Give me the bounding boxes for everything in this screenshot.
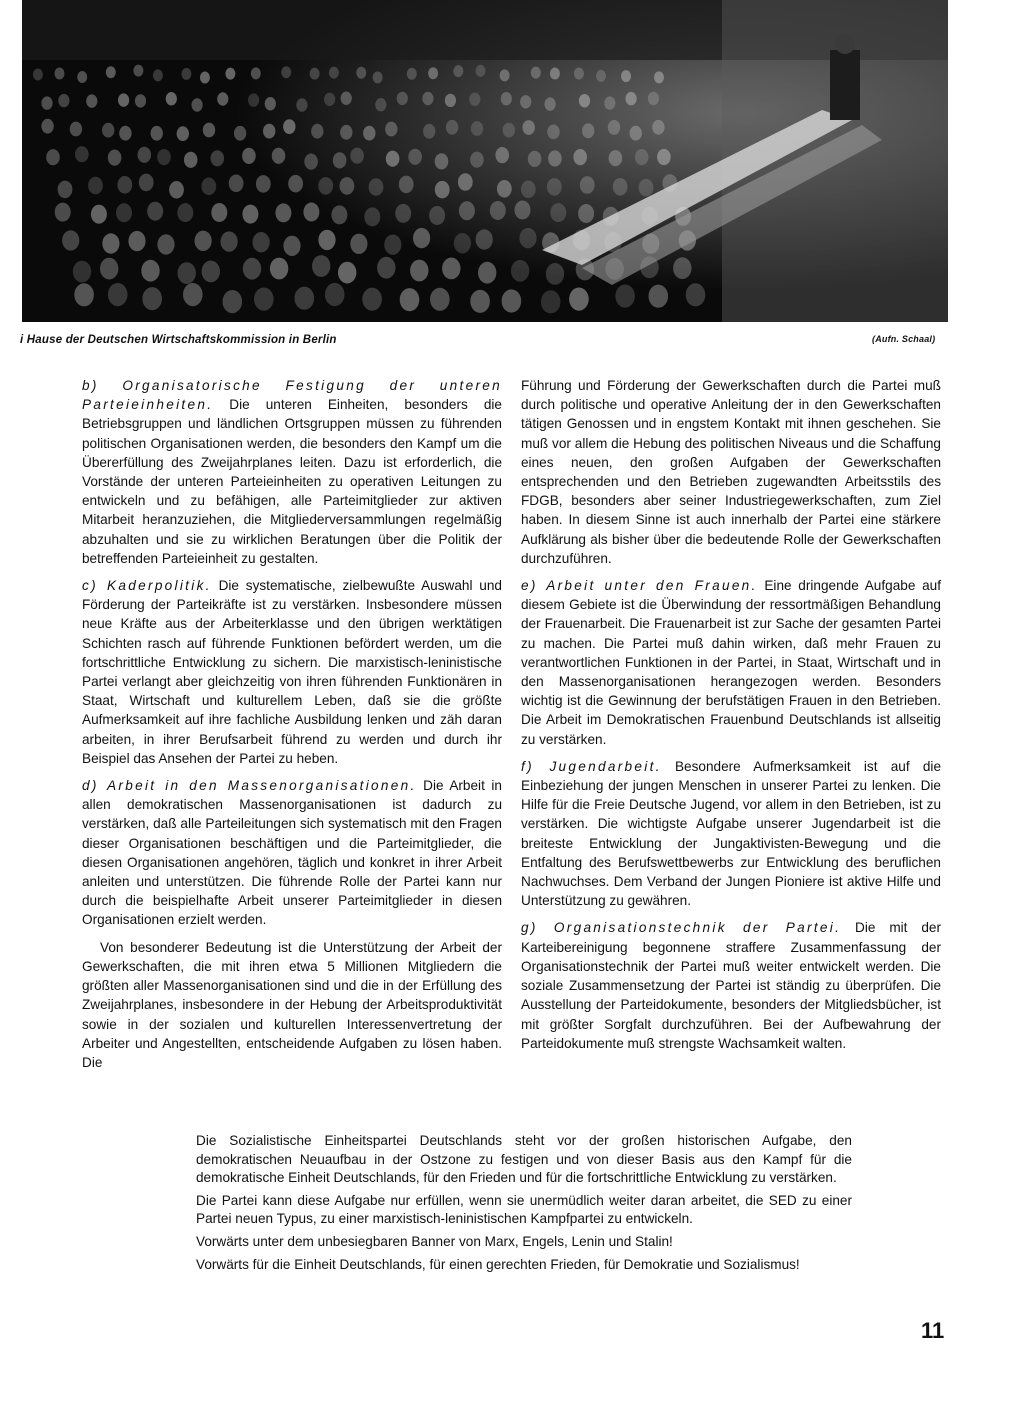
audience-head [604, 96, 615, 109]
audience-head [395, 204, 411, 223]
audience-head [497, 180, 512, 198]
audience-head [102, 123, 114, 138]
paragraph-body: Die mit der Karteibereinigung begonnene straffere Zusammenfassung der Organisationstechnik der Partei muß weiter entwickelt werden. Die soziale Zusammensetzung der Partei ist ständig zu überprüfen. Die Ausstellung der Parteidokumente, besonders der Mitgliedsbücher, ist mit größter Sorgfalt durchzuführen. Bei der Aufbewahrung der Parteidokumente muß strengste Wachsamkeit walten. [521, 920, 942, 1051]
audience-head [652, 120, 664, 135]
audience-head [265, 97, 276, 110]
audience-head [548, 150, 562, 166]
paragraph-organisation-technique [521, 918, 941, 1052]
audience-head [407, 68, 417, 80]
audience-head [295, 287, 315, 310]
audience-head [108, 150, 122, 166]
audience-head [296, 98, 307, 111]
audience-head [397, 92, 408, 105]
audience-head [41, 96, 52, 109]
audience-head [329, 67, 339, 79]
audience-head [211, 203, 227, 222]
audience-head [547, 178, 562, 196]
photo-caption: i Hause der Deutschen Wirtschaftskommission in Berlin [20, 334, 337, 346]
audience-head [108, 283, 128, 306]
audience-head [325, 283, 345, 306]
audience-head [41, 119, 53, 134]
audience-head [528, 151, 542, 167]
paragraph-body: Die systematische, zielbewußte Auswahl und Förderung der Parteikräfte ist zu verstärken. Insbesondere müssen neue Kräfte aus der Arbeiterklasse und den übrigen werktätigen Schichten rasch auf führende Funktionen befördert werden, um die fortschrittliche Entwicklung zu sichern. Die marxistisch-leninistische Partei verlangt aber gleichzeitig von ihren führenden Funktionären in Staat, Wirtschaft und kulturellem Leben, daß sie die größte Aufmerksamkeit auf ihre fachliche Ausbildung lenken und zäh daran arbeiten, in ihrer Berufsarbeit führend zu werden und durch ihr Beispiel das Ansehen der Partei zu heben. [82, 578, 502, 766]
audience-head [476, 229, 493, 249]
audience-head [251, 67, 261, 79]
audience-head [254, 288, 274, 311]
audience-head [442, 258, 460, 280]
page-number: 11 [921, 1318, 945, 1343]
audience-head [649, 285, 669, 308]
section-heading: g) Organisationstechnik der Partei. [521, 920, 842, 936]
audience-head [580, 176, 595, 194]
audience-head [369, 178, 384, 196]
audience-head [310, 68, 320, 80]
audience-head [503, 123, 515, 138]
audience-head [340, 125, 352, 140]
audience-head [515, 201, 531, 220]
audience-head [341, 92, 352, 105]
audience-head [253, 232, 270, 252]
audience-head [177, 203, 193, 222]
audience-head [546, 263, 564, 285]
closing-paragraph: Vorwärts unter dem unbesiegbaren Banner von Marx, Engels, Lenin und Stalin! [196, 1233, 673, 1249]
section-heading: e) Arbeit unter den Frauen. [521, 578, 758, 594]
audience-head [413, 228, 430, 248]
audience-head [635, 149, 649, 165]
photo-credit: (Aufn. Schaal) [872, 334, 936, 344]
audience-head [55, 68, 65, 80]
audience-head [573, 149, 587, 165]
audience-head [429, 206, 445, 225]
audience-head [225, 68, 235, 80]
audience-head [318, 177, 333, 195]
audience-head [157, 149, 171, 165]
audience-head [550, 203, 566, 222]
audience-head [511, 260, 529, 282]
paragraph-body: Von besonderer Bedeutung ist die Unterstützung der Arbeit der Gewerkschaften, die mit ihren etwa 5 Millionen Mitgliedern die größten aller Massenorganisationen sind und die in der Erfüllung des Zweijahrplanes, insbesondere in der Hebung der Arbeitsproduktivität sowie in der sozialen und kulturellen Interessenvertretung der Arbeiter und Angestellten, entscheidende Aufgaben zu lösen haben. Die [82, 939, 502, 1070]
audience-head [386, 151, 400, 167]
audience-head [74, 283, 94, 306]
paragraph-cadre-policy [82, 576, 502, 768]
audience-head [338, 262, 356, 284]
audience-head [458, 173, 473, 191]
audience-head [138, 147, 152, 163]
audience-head [169, 181, 184, 199]
paragraph-body: Die unteren Einheiten, besonders die Betriebsgruppen und ländlichen Ortsgruppen müssen zu führenden politischen Organisationen werden, die besonders den Kampf um die Übererfüllung des Zweijahrplanes leiten. Dazu ist erforderlich, die Vorstände der unteren Parteieinheiten zu operativen Leitungen zu entwickeln und zu befähigen, alle Parteimitglieder zur aktiven Mitarbeit heranzuziehen, die Mitgliederversammlungen regelmäßig abzuhalten und sie zu wirklichen Beratungen über die Politik der betreffenden Parteieinheit zu gestalten. [82, 397, 502, 566]
audience-head [116, 203, 132, 222]
audience-head [58, 181, 73, 199]
audience-head [270, 258, 288, 280]
audience-head [399, 176, 414, 194]
audience-head [275, 203, 291, 222]
audience-head [519, 228, 536, 248]
audience-head [203, 123, 215, 138]
audience-head [100, 258, 118, 280]
audience-head [166, 92, 177, 105]
audience-head [242, 148, 256, 164]
audience-head [545, 97, 556, 110]
paragraph-body: Die Arbeit in allen demokratischen Massenorganisationen ist dadurch zu verstärken, daß alle Parteileitungen sich systematisch mit den Fragen dieser Organisationen beschäftigen und die Parteimitglieder, die diesen Organisationen angehören, täglich und konkret in ihrer Arbeit anleiten und unterstützen. Die führende Rolle der Partei kann nur durch die beispielhafte Arbeit unserer Parteimitglieder in diesen Organisationen erzielt werden. [82, 778, 502, 928]
audience-head [356, 67, 366, 79]
audience-head [281, 66, 291, 78]
audience-head [229, 175, 244, 193]
audience-head [454, 233, 471, 253]
paragraph-trade-unions [82, 938, 502, 1072]
audience-head [495, 147, 509, 163]
audience-head [364, 207, 380, 226]
audience-head [312, 255, 330, 277]
audience-head [62, 230, 79, 250]
audience-head [311, 124, 323, 139]
audience-head [223, 290, 243, 313]
audience-head [183, 283, 203, 306]
paragraph-youth-work [521, 757, 941, 911]
audience-head [384, 235, 401, 255]
audience-head [128, 231, 145, 251]
audience-head [243, 258, 261, 280]
audience-head [547, 124, 559, 139]
audience-head [211, 150, 225, 166]
audience-head [582, 123, 594, 138]
section-heading: d) Arbeit in den Massenorganisationen. [82, 778, 417, 794]
audience-head [523, 120, 535, 135]
audience-head [375, 98, 386, 111]
audience-head [377, 257, 395, 279]
audience-head [133, 65, 143, 77]
audience-head [639, 179, 654, 197]
audience-head [77, 71, 87, 83]
audience-head [476, 65, 486, 77]
audience-head [184, 152, 198, 168]
audience-head [490, 201, 506, 220]
audience-head [469, 93, 480, 106]
audience-head [435, 181, 450, 199]
audience-head [102, 233, 119, 253]
audience-head [459, 201, 475, 220]
audience-head [502, 289, 522, 312]
paragraph-body: Eine dringende Aufgabe auf diesem Gebiete ist die Überwindung der ressortmäßigen Behandlung der Frauenarbeit. Die Frauenarbeit ist zur Sache der gesamten Partei zu machen. Die Partei muß dahin wirken, daß mehr Frauen zu verantwortlichen Funktionen in der Partei, in Staat, Wirtschaft und in den Massenorganisationen herangezogen werden. Besonders wichtig ist die Gewinnung der berufstätigen Frauen in den Betrieben. Die Arbeit im Demokratischen Frauenbund Deutschlands ist allseitig zu verstärken. [521, 578, 941, 747]
audience-head [139, 174, 154, 192]
photo-illustration [22, 0, 948, 322]
audience-head [373, 71, 383, 83]
audience-head [283, 119, 295, 134]
audience-head [626, 92, 637, 105]
audience-head [303, 203, 319, 222]
audience-head [541, 290, 561, 313]
audience-head [75, 146, 89, 162]
audience-head [263, 124, 275, 139]
audience-head [157, 234, 174, 254]
audience-head [550, 68, 560, 80]
audience-head [579, 94, 590, 107]
audience-head [248, 93, 259, 106]
audience-head [119, 126, 131, 141]
audience-head [73, 261, 91, 283]
audience-head [304, 154, 318, 170]
audience-head [200, 72, 210, 84]
audience-head [201, 178, 216, 196]
audience-head [400, 288, 420, 311]
audience-head [256, 175, 271, 193]
audience-head [333, 152, 347, 168]
audience-head [470, 152, 484, 168]
audience-head [70, 122, 82, 137]
audience-head [86, 94, 97, 107]
audience-head [178, 262, 196, 284]
audience-head [221, 231, 238, 251]
audience-head [501, 92, 512, 105]
audience-head [657, 149, 671, 165]
audience-head [615, 285, 635, 308]
audience-head [578, 204, 594, 223]
audience-head [362, 288, 382, 311]
audience-head [106, 66, 116, 78]
closing-paragraph: Die Sozialistische Einheitspartei Deutschlands steht vor der großen historischen Aufgabe, den demokratischen Neuaufbau in der Ostzone zu festigen und von dieser Basis aus den Kampf für die demokratische Einheit Deutschlands, für den Frieden und für die fortschrittliche Entwicklung zu verstärken. [196, 1133, 852, 1186]
paragraph-women-work [521, 576, 941, 749]
audience-head [117, 176, 132, 194]
audience-head [686, 283, 706, 306]
audience-head [654, 71, 664, 83]
paragraph-trade-unions-continued [521, 376, 941, 568]
audience-head [141, 260, 159, 282]
audience-head [446, 120, 458, 135]
audience-head [520, 95, 531, 108]
closing-paragraph: Die Partei kann diese Aufgabe nur erfüllen, wenn sie unermüdlich weiter daran arbeitet, die SED zu einer Partei neuen Typus, zu einer marxistisch-leninistischen Kampfpartei zu entwickeln. [196, 1192, 852, 1227]
audience-head [574, 68, 584, 80]
audience-head [621, 70, 631, 82]
audience-head [217, 92, 228, 105]
audience-head [430, 288, 450, 311]
audience-head [423, 124, 435, 139]
paragraph-body: Führung und Förderung der Gewerkschaften durch die Partei muß durch politische und operative Anleitung der in den Gewerkschaften tätigen Genossen und in engstem Kontakt mit ihnen geschehen. Sie muß vor allem die Hebung des politischen Niveaus und die Schaffung eines neuen, den großen Aufgaben der Gewerkschaften entsprechenden und den Betrieben zugewandten Arbeitsstils des FDGB, besonders aber seiner Industriegewerkschaften, zum Ziel haben. In diesem Sinne ist auch innerhalb der Partei eine stärkere Aufklärung als bisher über die bedeutende Rolle der Gewerkschaften durchzuführen. [521, 378, 941, 566]
audience-head [428, 67, 438, 79]
audience-head [318, 230, 335, 250]
audience-head [55, 203, 71, 222]
audience-head [673, 257, 691, 279]
audience-head [195, 231, 212, 251]
audience-head [58, 94, 69, 107]
assembly-hall-photo [22, 0, 948, 322]
audience-head [422, 92, 433, 105]
audience-head [242, 205, 258, 224]
audience-head [181, 68, 191, 80]
paragraph-mass-organisations [82, 776, 502, 930]
audience-head [331, 205, 347, 224]
audience-head [648, 92, 659, 105]
audience-head [385, 122, 397, 137]
closing-statement [196, 1132, 852, 1278]
paragraph-body: Besondere Aufmerksamkeit ist auf die Einbeziehung der jungen Menschen in unserer Partei zu lenken. Die Hilfe für die Freie Deutsche Jugend, vor allem in den Betrieben, ist zu verstärken. Die wichtigste Aufgabe unserer Jugendarbeit ist die breiteste Entwicklung der Jungaktivisten-Bewegung und die Entfaltung des Berufswettbewerbs zur Entwicklung des beruflichen Nachwuchses. Dem Verband der Jungen Pioniere ist aktive Hilfe und Unterstützung zu gewähren. [521, 758, 942, 909]
audience-head [147, 202, 163, 221]
audience-head [608, 120, 620, 135]
audience-head [630, 126, 642, 141]
audience-head [596, 70, 606, 82]
audience-head [118, 93, 129, 106]
audience-head [531, 67, 541, 79]
audience-head [153, 69, 163, 81]
audience-head [46, 149, 60, 165]
audience-head [471, 121, 483, 136]
right-text-column [521, 376, 941, 1061]
section-heading: b) Organisatorische Festigung der unteren Parteieinheiten. [82, 378, 502, 413]
audience-head [435, 153, 449, 169]
audience-head [500, 69, 510, 81]
audience-head [288, 175, 303, 193]
audience-head [202, 261, 220, 283]
audience-head [478, 262, 496, 284]
audience-head [283, 236, 300, 256]
audience-head [470, 290, 490, 313]
audience-head [177, 126, 189, 141]
audience-head [350, 234, 367, 254]
audience-head [192, 98, 203, 111]
section-heading: c) Kaderpolitik. [82, 578, 212, 594]
left-text-column [82, 376, 502, 1080]
section-heading: f) Jugendarbeit. [521, 758, 662, 774]
audience-head [350, 148, 364, 164]
audience-head [151, 126, 163, 141]
audience-head [613, 178, 628, 196]
audience-head [445, 94, 456, 107]
audience-head [408, 149, 422, 165]
audience-head [33, 69, 43, 81]
audience-head [569, 288, 589, 311]
audience-head [234, 126, 246, 141]
audience-head [91, 205, 107, 224]
audience-head [88, 177, 103, 195]
audience-head [340, 177, 355, 195]
audience-head [324, 93, 335, 106]
audience-head [272, 148, 286, 164]
audience-head [410, 260, 428, 282]
closing-paragraph: Vorwärts für die Einheit Deutschlands, für einen gerechten Frieden, für Demokratie und Sozialismus! [196, 1256, 800, 1272]
audience-head [363, 126, 375, 141]
paragraph-organisational-consolidation [82, 376, 502, 568]
audience-head [521, 181, 536, 199]
audience-head [453, 65, 463, 77]
audience-head [609, 150, 623, 166]
audience-head [135, 94, 146, 107]
audience-head [142, 287, 162, 310]
